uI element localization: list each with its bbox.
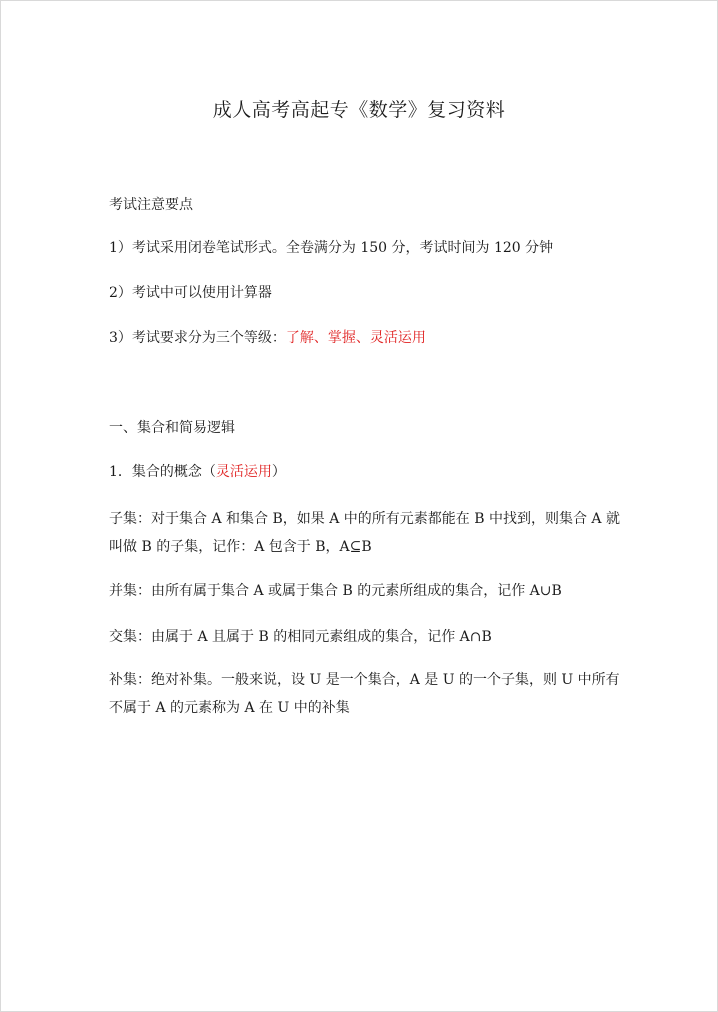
level-understand: 了解 — [285, 330, 314, 346]
exam-note-item-2: 2）考试中可以使用计算器 — [109, 285, 272, 301]
section-1-heading: 一、集合和简易逻辑 — [109, 420, 235, 436]
level-separator: 、 — [355, 330, 370, 346]
exam-note-item-3 — [109, 327, 426, 347]
exam-note-item-1: 1）考试采用闭卷笔试形式。全卷满分为 150 分，考试时间为 120 分钟 — [109, 240, 554, 256]
subset-definition-line-1: 子集：对于集合 A 和集合 B，如果 A 中的所有元素都能在 B 中找到，则集合 A 就 — [109, 511, 620, 527]
exam-notes-heading: 考试注意要点 — [109, 197, 193, 213]
subsection-1-level: 灵活运用 — [215, 464, 272, 480]
intersection-definition: 交集：由属于 A 且属于 B 的相同元素组成的集合，记作 A∩B — [109, 629, 492, 645]
level-master: 掌握 — [327, 330, 356, 346]
exam-note-item-3-prefix: 3）考试要求分为三个等级： — [109, 330, 286, 346]
union-definition: 并集：由所有属于集合 A 或属于集合 B 的元素所组成的集合，记作 A∪B — [109, 583, 562, 599]
subset-definition-line-2: 叫做 B 的子集，记作：A 包含于 B，A⊆B — [109, 539, 372, 555]
level-separator: 、 — [313, 330, 328, 346]
subsection-1-prefix: 1．集合的概念（ — [109, 464, 216, 480]
subsection-1-heading — [109, 461, 286, 481]
level-apply: 灵活运用 — [369, 330, 426, 346]
subsection-1-suffix: ） — [271, 464, 286, 480]
complement-definition-line-1: 补集：绝对补集。一般来说，设 U 是一个集合，A 是 U 的一个子集，则 U 中所有 — [109, 672, 620, 688]
complement-definition-line-2: 不属于 A 的元素称为 A 在 U 中的补集 — [109, 700, 350, 716]
document-title: 成人高考高起专《数学》复习资料 — [212, 99, 506, 121]
